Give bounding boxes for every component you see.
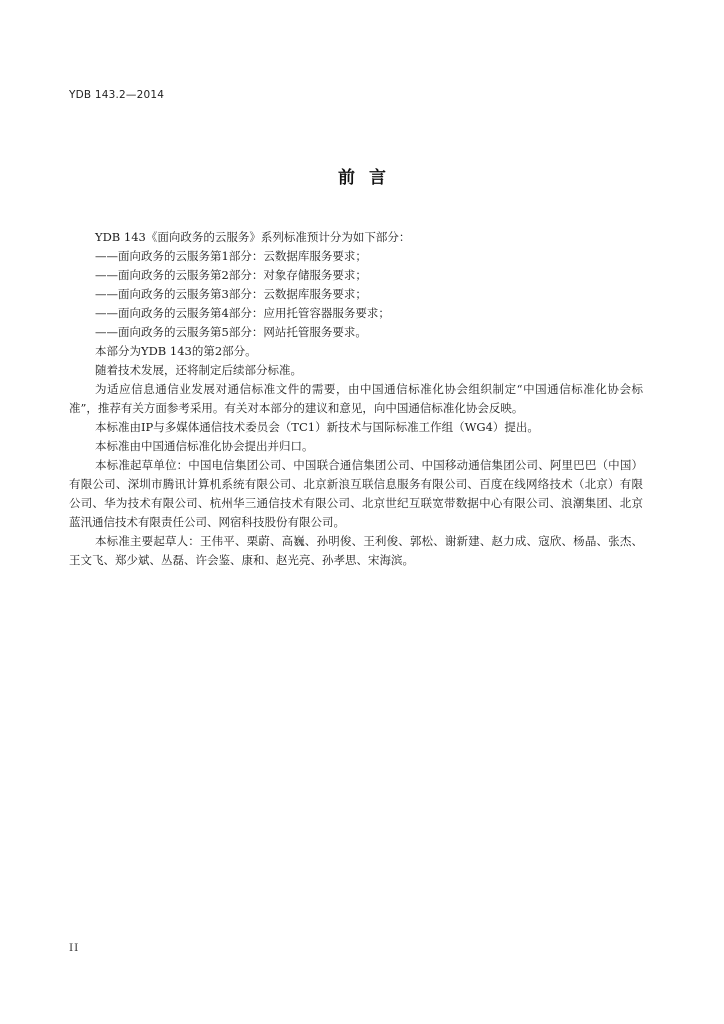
- part-list-item: ——面向政务的云服务第5部分：网站托管服务要求。: [95, 325, 367, 339]
- page-number: II: [69, 942, 80, 954]
- part-list-item: ——面向政务的云服务第1部分：云数据库服务要求；: [95, 249, 367, 263]
- part-list-item: ——面向政务的云服务第4部分：应用托管容器服务要求；: [95, 306, 390, 320]
- foreword-body: [69, 228, 643, 570]
- proposer-paragraph: 本标准由IP与多媒体通信技术委员会（TC1）新技术与国际标准工作组（WG4）提出。: [95, 420, 539, 434]
- part-list-item: ——面向政务的云服务第2部分：对象存储服务要求；: [95, 268, 367, 282]
- part-list-item: ——面向政务的云服务第3部分：云数据库服务要求；: [95, 287, 367, 301]
- page-title: 前言: [338, 168, 400, 188]
- drafting-organizations-paragraph: 本标准起草单位：中国电信集团公司、中国联合通信集团公司、中国移动通信集团公司、阿里巴巴（中国）有限公司、深圳市腾讯计算机系统有限公司、北京新浪互联信息服务有限公司、百度在线网络技术（北京）有限公司、华为技术有限公司、杭州华三通信技术有限公司、北京世纪互联宽带数据中心有限公司、浪潮集团、北京蓝汛通信技术有限责任公司、网宿科技股份有限公司。: [69, 458, 643, 529]
- intro-paragraph: YDB 143《面向政务的云服务》系列标准预计分为如下部分：: [95, 230, 411, 244]
- future-parts-paragraph: 随着技术发展，还将制定后续部分标准。: [95, 363, 302, 377]
- adoption-paragraph: 为适应信息通信业发展对通信标准文件的需要，由中国通信标准化协会组织制定“中国通信标准化协会标准”，推荐有关方面参考采用。有关对本部分的建议和意见，向中国通信标准化协会反映。: [69, 382, 643, 415]
- part-statement-paragraph: 本部分为YDB 143的第2部分。: [95, 344, 257, 358]
- drafters-paragraph: 本标准主要起草人：王伟平、栗蔚、高巍、孙明俊、王利俊、郭松、谢新建、赵力成、寇欣、杨晶、张杰、王文飞、郑少斌、丛磊、许会鉴、康和、赵光亮、孙孝思、宋海滨。: [69, 534, 643, 567]
- document-code: YDB 143.2—2014: [69, 89, 165, 101]
- custodian-paragraph: 本标准由中国通信标准化协会提出并归口。: [95, 439, 314, 453]
